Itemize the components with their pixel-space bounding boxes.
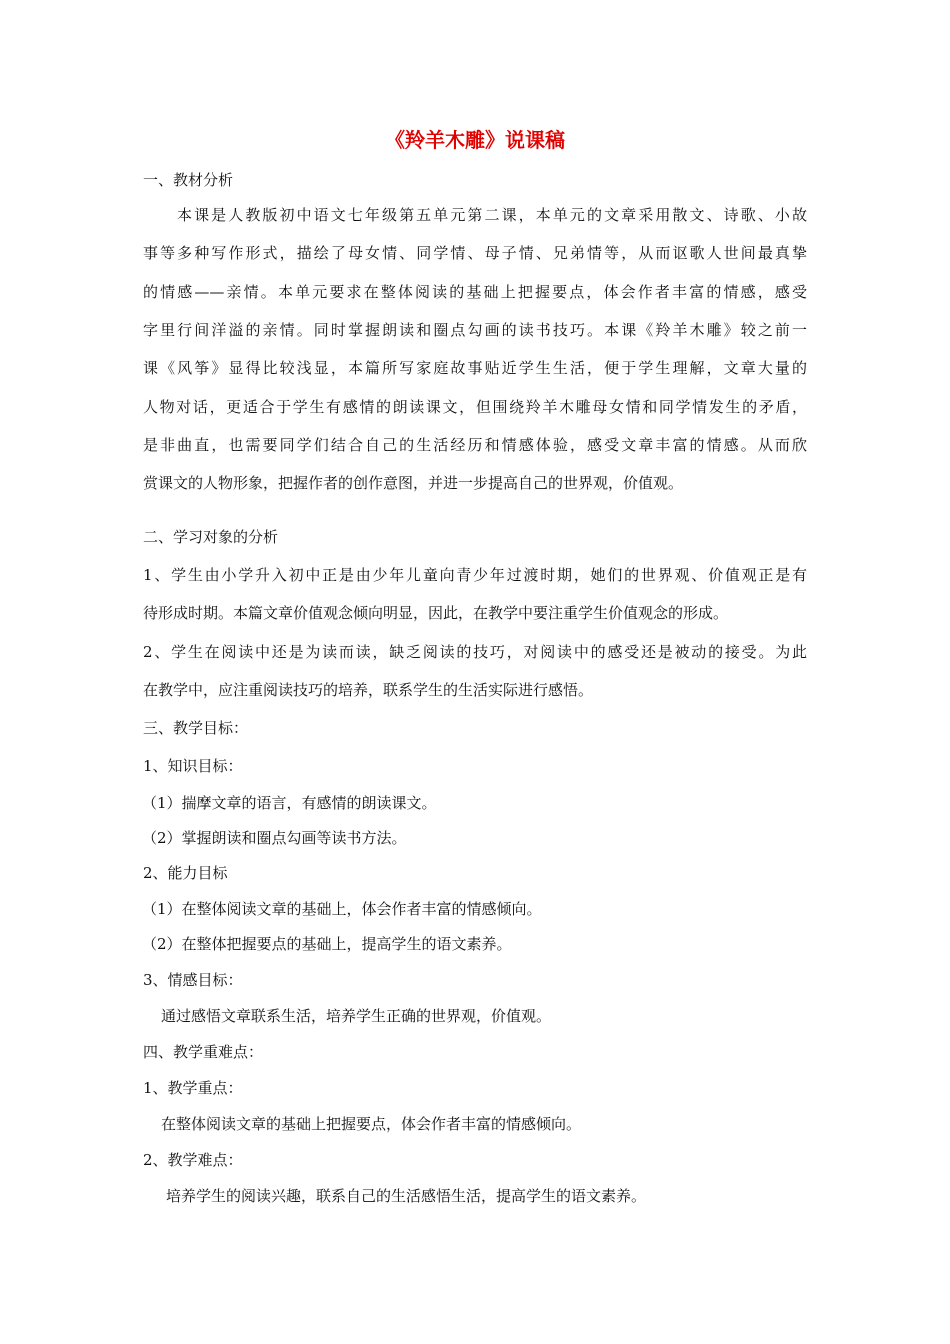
list-item: （2）在整体把握要点的基础上，提高学生的语文素养。 bbox=[142, 935, 512, 953]
document-title: 《羚羊木雕》说课稿 bbox=[385, 128, 565, 152]
paragraph-line: 课《风筝》显得比较浅显，本篇所写家庭故事贴近学生生活，便于学生理解，文章大量的 bbox=[143, 359, 807, 377]
paragraph-line: 字里行间洋溢的亲情。同时掌握朗读和圈点勾画的读书技巧。本课《羚羊木雕》较之前一 bbox=[143, 321, 807, 339]
list-item: （2）掌握朗读和圈点勾画等读书方法。 bbox=[142, 829, 407, 847]
paragraph-line: 待形成时期。本篇文章价值观念倾向明显，因此，在教学中要注重学生价值观念的形成。 bbox=[143, 604, 729, 622]
paragraph-line: 本课是人教版初中语文七年级第五单元第二课，本单元的文章采用散文、诗歌、小故 bbox=[177, 206, 807, 224]
paragraph-line: 人物对话，更适合于学生有感情的朗读课文，但围绕羚羊木雕母女情和同学情发生的矛盾， bbox=[143, 398, 807, 416]
subheading-key-point: 1、教学重点： bbox=[143, 1079, 243, 1097]
section-heading-1: 一、教材分析 bbox=[143, 171, 234, 189]
paragraph-line: 2、学生在阅读中还是为读而读，缺乏阅读的技巧，对阅读中的感受还是被动的接受。为此 bbox=[143, 643, 807, 661]
paragraph-line: 赏课文的人物形象，把握作者的创作意图，并进一步提高自己的世界观，价值观。 bbox=[143, 474, 684, 492]
list-item: （1）揣摩文章的语言，有感情的朗读课文。 bbox=[142, 794, 437, 812]
paragraph-line: 1、学生由小学升入初中正是由少年儿童向青少年过渡时期，她们的世界观、价值观正是有 bbox=[143, 566, 807, 584]
list-item: 通过感悟文章联系生活，培养学生正确的世界观，价值观。 bbox=[161, 1007, 552, 1025]
subheading-knowledge: 1、知识目标： bbox=[143, 757, 243, 775]
difficulty-text: 培养学生的阅读兴趣，联系自己的生活感悟生活，提高学生的语文素养。 bbox=[166, 1187, 647, 1205]
section-heading-4: 四、教学重难点： bbox=[143, 1043, 264, 1061]
paragraph-line: 事等多种写作形式，描绘了母女情、同学情、母子情、兄弟情等，从而讴歌人世间最真挚 bbox=[143, 244, 807, 262]
section-heading-3: 三、教学目标： bbox=[143, 719, 249, 737]
paragraph-line: 在教学中，应注重阅读技巧的培养，联系学生的生活实际进行感悟。 bbox=[143, 681, 594, 699]
section-heading-2: 二、学习对象的分析 bbox=[143, 528, 279, 546]
key-point-text: 在整体阅读文章的基础上把握要点，体会作者丰富的情感倾向。 bbox=[161, 1115, 582, 1133]
paragraph-line: 的情感——亲情。本单元要求在整体阅读的基础上把握要点，体会作者丰富的情感，感受 bbox=[143, 283, 807, 301]
subheading-difficulty: 2、教学难点： bbox=[143, 1151, 243, 1169]
list-item: （1）在整体阅读文章的基础上，体会作者丰富的情感倾向。 bbox=[142, 900, 542, 918]
subheading-ability: 2、能力目标 bbox=[143, 864, 228, 882]
subheading-emotion: 3、情感目标： bbox=[143, 971, 243, 989]
paragraph-line: 是非曲直，也需要同学们结合自己的生活经历和情感体验，感受文章丰富的情感。从而欣 bbox=[143, 436, 807, 454]
